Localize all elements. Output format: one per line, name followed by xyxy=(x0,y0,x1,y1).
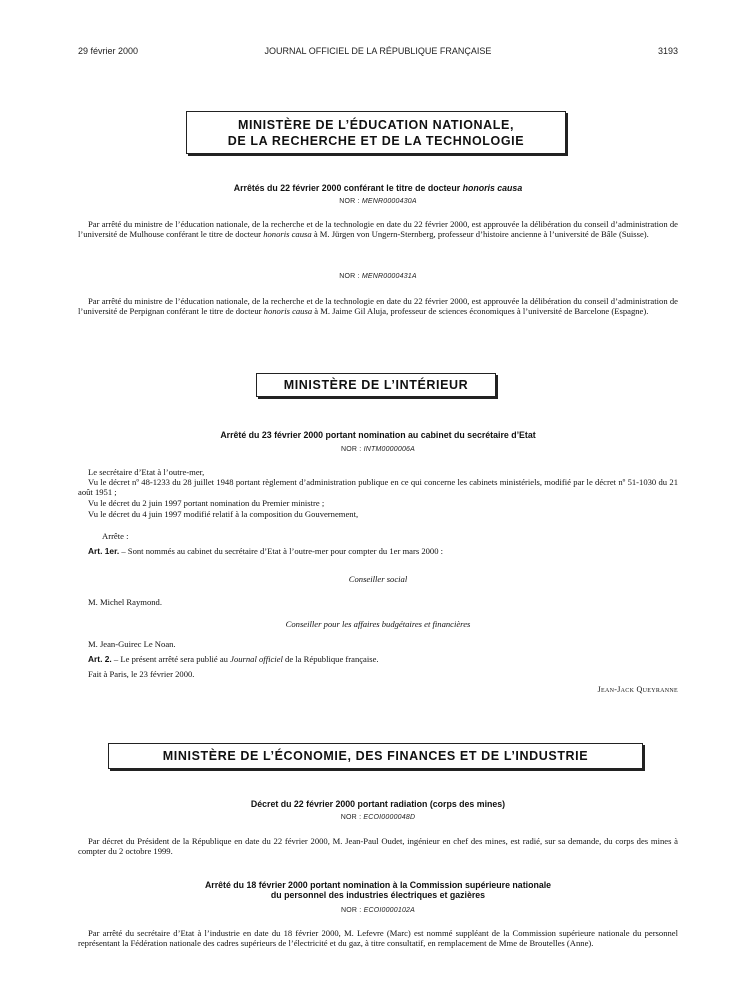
education-paragraph-2 xyxy=(78,296,678,317)
paragraph-text: Par arrêté du ministre de l’éducation nationale, de la recherche et de la technologie en date du 22 février 2000, est approuvée la délibération du conseil d’administration de l’université de Perpignan conférant le titre de docteur xyxy=(78,296,678,317)
education-title-prefix: Arrêtés du 22 février 2000 conférant le titre de docteur xyxy=(233,183,461,193)
education-nor-1 xyxy=(78,198,678,205)
education-paragraph-1 xyxy=(78,219,678,240)
ministry-education-line2: DE LA RECHERCHE ET DE LA TECHNOLOGIE xyxy=(227,134,525,148)
paragraph-text: à M. Jaime Gil Aluja, professeur de sciences économiques à l’université de Barcelone (Espagne). xyxy=(314,306,649,317)
article-label: Art. 2. xyxy=(88,654,112,664)
paragraph-italic: honoris causa xyxy=(263,306,313,317)
interior-done-at: Fait à Paris, le 23 février 2000. xyxy=(88,669,195,679)
nor-code: MENR0000431A xyxy=(361,273,417,280)
nor-code: ECOI0000102A xyxy=(363,907,416,914)
economy-title-1: Décret du 22 février 2000 portant radiation (corps des mines) xyxy=(250,799,506,809)
interior-person-1: M. Michel Raymond. xyxy=(88,597,162,607)
ministry-education-box xyxy=(186,111,566,154)
interior-article-2 xyxy=(88,654,678,664)
header-page-number: 3193 xyxy=(657,46,678,56)
economy-title-2 xyxy=(78,880,678,900)
header-journal-title: JOURNAL OFFICIEL DE LA RÉPUBLIQUE FRANÇAISE xyxy=(264,46,492,56)
economy-title-2-line2: du personnel des industries électriques et gazières xyxy=(270,890,486,900)
header-date: 29 février 2000 xyxy=(78,46,139,56)
economy-nor-1 xyxy=(78,814,678,821)
nor-code: MENR0000430A xyxy=(361,198,417,205)
education-title-italic: honoris causa xyxy=(462,183,523,193)
interior-article-1 xyxy=(88,546,678,556)
article-text: – Sont nommés au cabinet du secrétaire d’Etat à l’outre-mer pour compter du 1er mars 2000 : xyxy=(121,546,444,556)
ministry-interior-box xyxy=(256,373,496,397)
interior-visa-2: Vu le décret nº 48-1233 du 28 juillet 1948 portant règlement d’administration publique en ce qui concerne les cabinets ministériels, modifié par le décret nº 51-1030 du 21 août 1951 ; xyxy=(78,477,678,498)
economy-title-2-line1: Arrêté du 18 février 2000 portant nomination à la Commission supérieure nationale xyxy=(204,880,552,890)
nor-label: NOR : xyxy=(340,446,362,453)
ministry-interior-label: MINISTÈRE DE L’INTÉRIEUR xyxy=(283,378,469,392)
paragraph-text: à M. Jürgen von Ungern-Sternberg, professeur d’histoire ancienne à l’université de Bâle (Suisse). xyxy=(313,229,649,240)
ministry-economy-label: MINISTÈRE DE L’ÉCONOMIE, DES FINANCES ET DE L’INDUSTRIE xyxy=(162,749,589,763)
education-title xyxy=(78,183,678,193)
article-label: Art. 1er. xyxy=(88,546,120,556)
interior-person-2: M. Jean-Guirec Le Noan. xyxy=(88,639,176,649)
article-text: – Le présent arrêté sera publié au xyxy=(113,654,228,664)
ministry-economy-box xyxy=(108,743,643,769)
nor-label: NOR : xyxy=(339,198,360,205)
nor-label: NOR : xyxy=(340,907,362,914)
interior-visa-1: Le secrétaire d’Etat à l’outre-mer, xyxy=(88,467,205,477)
economy-paragraph-1: Par décret du Président de la République en date du 22 février 2000, M. Jean-Paul Oudet, ingénieur en chef des mines, est radié, sur sa demande, du corps des mines à compter du 2 octobre 1999. xyxy=(78,836,678,857)
education-nor-2 xyxy=(78,273,678,280)
nor-label: NOR : xyxy=(340,814,362,821)
paragraph-text: Par arrêté du ministre de l’éducation nationale, de la recherche et de la technologie en date du 22 février 2000, est approuvée la délibération du conseil d’administration de l’université de Mulhouse conférant le titre de docteur xyxy=(78,219,678,240)
ministry-education-line1: MINISTÈRE DE L’ÉDUCATION NATIONALE, xyxy=(237,118,515,132)
article-text: de la République française. xyxy=(285,654,379,664)
interior-visa-3: Vu le décret du 2 juin 1997 portant nomination du Premier ministre ; xyxy=(88,498,325,508)
nor-label: NOR : xyxy=(339,273,360,280)
paragraph-italic: honoris causa xyxy=(263,229,312,240)
interior-visa-4: Vu le décret du 4 juin 1997 modifié relatif à la composition du Gouvernement, xyxy=(88,509,359,519)
nor-code: ECOI0000048D xyxy=(363,814,416,821)
interior-role-1: Conseiller social xyxy=(348,574,408,584)
interior-signature: Jean-Jack Queyranne xyxy=(597,685,678,694)
article-italic: Journal officiel xyxy=(230,654,283,664)
economy-nor-2 xyxy=(78,907,678,914)
interior-arrete: Arrête : xyxy=(102,531,129,541)
interior-role-2: Conseiller pour les affaires budgétaires et financières xyxy=(285,619,471,629)
nor-code: INTM0000006A xyxy=(363,446,416,453)
economy-paragraph-2: Par arrêté du secrétaire d’Etat à l’industrie en date du 18 février 2000, M. Lefevre (Marc) est nommé suppléant de la Commission supérieure nationale du personnel représentant la Fédération nationale des cadres supérieurs de l’électricité et du gaz, à titre consultatif, en remplacement de Mme de Broutelles (Anne). xyxy=(78,928,678,949)
interior-title: Arrêté du 23 février 2000 portant nomination au cabinet du secrétaire d’Etat xyxy=(220,430,536,440)
interior-nor xyxy=(78,446,678,453)
